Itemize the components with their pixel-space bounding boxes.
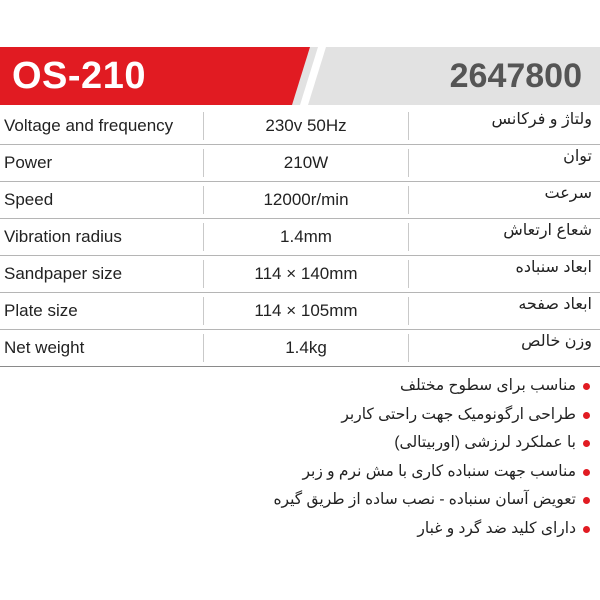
spec-value: 12000r/min xyxy=(263,190,349,209)
spec-value: 114 × 140mm xyxy=(254,264,358,283)
column-divider xyxy=(408,223,409,251)
spec-row xyxy=(0,145,600,182)
spec-value: 1.4kg xyxy=(285,338,327,357)
spec-row xyxy=(0,293,600,330)
spec-label-fa: ابعاد صفحه xyxy=(518,296,592,313)
spec-label-en: Speed xyxy=(4,190,54,209)
bullet-icon xyxy=(583,412,590,419)
column-divider xyxy=(408,149,409,177)
spec-row xyxy=(0,256,600,293)
column-divider xyxy=(408,112,409,140)
feature-list xyxy=(30,372,590,543)
spec-table xyxy=(0,108,600,367)
bullet-icon xyxy=(583,440,590,447)
spec-value: 210W xyxy=(283,153,329,172)
spec-row xyxy=(0,219,600,256)
feature-item xyxy=(30,486,590,515)
spec-label-fa: وزن خالص xyxy=(521,333,592,350)
column-divider xyxy=(408,334,409,362)
spec-row xyxy=(0,330,600,367)
feature-text: مناسب جهت سنباده کاری با مش نرم و زبر xyxy=(302,462,576,480)
spec-label-fa: ولتاژ و فرکانس xyxy=(491,111,592,128)
feature-item xyxy=(30,458,590,487)
model-name: OS-210 xyxy=(12,55,146,97)
spec-label-fa: سرعت xyxy=(544,185,592,202)
feature-item xyxy=(30,515,590,544)
bullet-icon xyxy=(583,526,590,533)
spec-label-fa: توان xyxy=(563,148,592,165)
product-code: 2647800 xyxy=(449,57,582,95)
spec-value: 114 × 105mm xyxy=(254,301,358,320)
feature-text: با عملکرد لرزشی (اوربیتالی) xyxy=(394,434,576,451)
feature-text: طراحی ارگونومیک جهت راحتی کاربر xyxy=(341,405,576,423)
spec-value: 230v 50Hz xyxy=(265,116,347,135)
bullet-icon xyxy=(583,469,590,476)
spec-label-en: Plate size xyxy=(4,301,78,320)
spec-label-en: Net weight xyxy=(4,338,85,357)
bullet-icon xyxy=(583,497,590,504)
feature-text: دارای کلید ضد گرد و غبار xyxy=(417,519,576,537)
spec-label-en: Sandpaper size xyxy=(4,264,123,283)
spec-value: 1.4mm xyxy=(280,227,332,246)
column-divider xyxy=(408,186,409,214)
spec-label-en: Power xyxy=(4,153,53,172)
spec-label-fa: ابعاد سنباده xyxy=(515,259,592,276)
feature-item xyxy=(30,372,590,401)
feature-text: مناسب برای سطوح مختلف xyxy=(399,377,576,394)
spec-label-en: Vibration radius xyxy=(4,227,122,246)
feature-item xyxy=(30,429,590,458)
column-divider xyxy=(408,297,409,325)
spec-label-en: Voltage and frequency xyxy=(4,116,174,135)
spec-row xyxy=(0,108,600,145)
feature-text: تعویض آسان سنباده - نصب ساده از طریق گیره xyxy=(273,491,576,508)
bullet-icon xyxy=(583,383,590,390)
spec-label-fa: شعاع ارتعاش xyxy=(503,222,592,239)
column-divider xyxy=(408,260,409,288)
feature-item xyxy=(30,401,590,430)
